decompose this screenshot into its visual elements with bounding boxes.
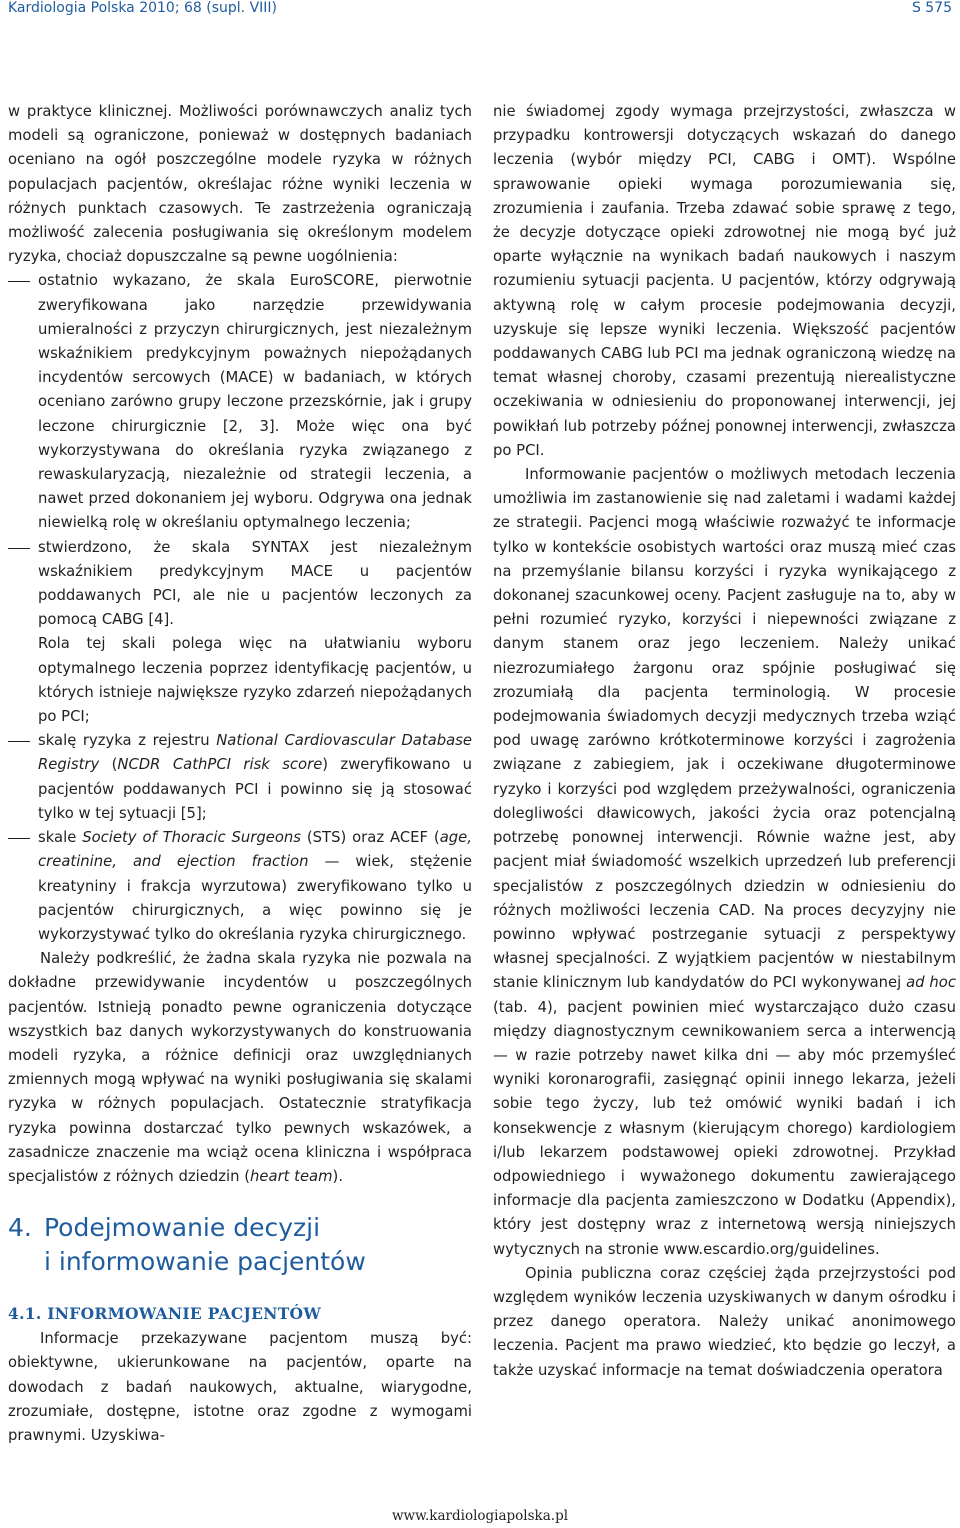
right-column <box>493 100 956 1383</box>
page-number: S 575 <box>911 0 952 16</box>
section-heading: 4. Podejmowanie decyzji i informowanie pacjentów <box>8 1213 366 1277</box>
list-item-continuation: Rola tej skali polega więc na ułatwianiu wyboru optymalnego leczenia poprzez identyfikację pacjentów, u których istnieje największe ryzyko zdarzeń niepożądanych po PCI; <box>38 635 472 726</box>
paragraph: Opinia publiczna coraz częściej żąda przejrzystości pod względem wyników leczenia uzyskiwanych w danym ośrodku i przez danego operatora. Należy unikać anonimowego leczenia. Pacjent ma prawo wiedzieć, kto będzie go leczył, a także uzyskać informacje na temat doświadczenia operatora <box>493 1264 956 1379</box>
paragraph: w praktyce klinicznej. Możliwości porównawczych analiz tych modeli są ograniczone, ponieważ w dostępnych badaniach oceniano na ogół poszczególne modele ryzyka w różnych populacjach pacjentów, określajac różne wyniki leczenia w różnych punktach czasowych. Te zastrzeżenia ograniczają możliwość zalecenia posługiwania się określonym modelem ryzyka, chociaż dopuszczalne są pewne uogólnienia: <box>8 103 472 266</box>
list-item: ostatnio wykazano, że skala EuroSCORE, pierwotnie zweryfikowana jako narzędzie przewidywania umieralności z przyczyn chirurgicznych, jest niezależnym wskaźnikiem predykcyjnym poważnych niepożądanych incydentów sercowych (MACE) w badaniach, w których oceniano zarówno grupy leczone przezskórnie, jak i grupy leczone chirurgicznie [2, 3]. Może więc ona być wykorzystywana do określania ryzyka związanego z rewaskularyzacją, niezależnie od strategii leczenia, a nawet przed dokonaniem jej wyboru. Odgrywa ona jednak niewielką rolę w określaniu optymalnego leczenia; <box>8 269 472 535</box>
list-item: skale Society of Thoracic Surgeons (STS) oraz ACEF (age, creatinine, and ejection fraction — wiek, stężenie kreatyniny i frakcja wyrzutowa) zweryfikowano tylko u pacjentów chirurgicznych, a więc powinno się je wykorzystywać tylko do określania ryzyka chirurgicznego. <box>8 826 472 947</box>
left-column <box>8 100 472 1448</box>
page-header <box>0 0 960 22</box>
paragraph: Należy podkreślić, że żadna skala ryzyka nie pozwala na dokładne przewidywanie incydentów u poszczególnych pacjentów. Istnieją ponadto pewne ograniczenia dotyczące wszystkich baz danych wykorzystywanych do konstruowania modeli ryzyka, a różnice definicji oraz uwzględnianych zmiennych mogą wpływać na wyniki posługiwania się skalami ryzyka w różnych populacjach. Ostatecznie stratyfikacja ryzyka powinna dostarczać tylko pewnych wskazówek, a zasadnicze znaczenie ma wciąż ocena kliniczna i współpraca specjalistów z różnych dziedzin (heart team). <box>8 950 472 1185</box>
subsection-heading: 4.1. INFORMOWANIE PACJENTÓW <box>8 1304 322 1324</box>
paragraph: Informacje przekazywane pacjentom muszą być: obiektywne, ukierunkowane na pacjentów, oparte na dowodach z badań naukowych, aktualne, wiarygodne, zrozumiałe, dostępne, istotne oraz zgodne z wymogami prawnymi. Uzyskiwa- <box>8 1330 472 1444</box>
list-item: stwierdzono, że skala SYNTAX jest niezależnym wskaźnikiem predykcyjnym MACE u pacjentów poddawanych PCI, ale nie u pacjentów leczonych za pomocą CABG [4]. <box>8 536 472 633</box>
journal-citation: Kardiologia Polska 2010; 68 (supl. VIII) <box>8 0 278 16</box>
paragraph: nie świadomej zgody wymaga przejrzystości, zwłaszcza w przypadku kontrowersji dotyczących wskazań do danego leczenia (wybór między PCI, CABG i OMT). Wspólne sprawowanie opieki wymaga porozumiewania się, zrozumienia i zaufania. Trzeba zdawać sobie sprawę z tego, że decyzje dotyczące opieki zdrowotnej nie mogą być już oparte wyłącznie na wynikach badań naukowych i naszym rozumieniu sytuacji pacjenta. U pacjentów, którzy odgrywają aktywną rolę w całym procesie podejmowania decyzji, uzyskuje się lepsze wyniki leczenia. Większość pacjentów poddawanych CABG lub PCI ma jednak ograniczoną wiedzę na temat własnej choroby, czasami prezentują nierealistyczne oczekiwania w odniesieniu do proponowanej interwencji, jej powikłań lub potrzeby późnej ponownej interwencji, zwłaszcza po PCI. <box>493 103 956 459</box>
footer-url: www.kardiologiapolska.pl <box>391 1508 569 1524</box>
paragraph: Informowanie pacjentów o możliwych metodach leczenia umożliwia im zastanowienie się nad zaletami i wadami każdej ze strategii. Pacjenci mogą właściwie rozważyć te informacje tylko w kontekście osobistych wartości oraz muszą mieć czas na przemyślanie bilansu korzyści i ryzyka wynikającego z dokonanej szacunkowej oceny. Pacjent zasługuje na to, aby w pełni rozumieć ryzyko, korzyści i niepewności związane z danym stanem oraz jego leczeniem. Należy unikać niezrozumiałego żargonu oraz spójnie posługiwać się zrozumiałą dla pacjenta terminologią. W procesie podejmowania świadomych decyzji medycznych trzeba wziąć pod uwagę zarówno krótkoterminowe korzyści i zagrożenia związane z zabiegiem, jak i oczekiwane długoterminowe ryzyko i korzyści pod względem przeżywalności, ograniczenia dolegliwości dławicowych, jakości życia oraz potencjalną potrzebę ponownej interwencji. Równie ważne jest, aby pacjent miał świadomość wszelkich uprzedzeń lub preferencji specjalistów z poszczególnych dziedzin w odniesieniu do różnych możliwości leczenia CAD. Na proces decyzyjny nie powinno wpływać postrzeganie sytuacji z perspektywy własnej specjalności. Z wyjątkiem pacjentów w niestabilnym stanie klinicznym lub kandydatów do PCI wykonywanej ad hoc (tab. 4), pacjent powinien mieć wystarczająco dużo czasu między diagnostycznym cewnikowaniem serca a interwencją — w razie potrzeby nawet kilka dni — aby móc przemyśleć wyniki koronarografii, zasięgnąć opinii innego lekarza, jeżeli sobie tego życzy, lub też omówić wyniki badań i ich konsekwencje z własnym (kierującym chorego) kardiologiem i/lub lekarzem podstawowej opieki zdrowotnej. Przykład odpowiedniego i wyważonego dokumentu zawierającego informacje dla pacjenta zamieszczono w Dodatku (Appendix), który jest dostępny wraz z internetową wersją niniejszych wytycznych na stronie www.escardio.org/guidelines. <box>493 466 956 1258</box>
list-item: skalę ryzyka z rejestru National Cardiovascular Database Registry (NCDR CathPCI risk score) zweryfikowano u pacjentów poddawanych PCI i powinno się ją stosować tylko w tej sytuacji [5]; <box>8 729 472 826</box>
